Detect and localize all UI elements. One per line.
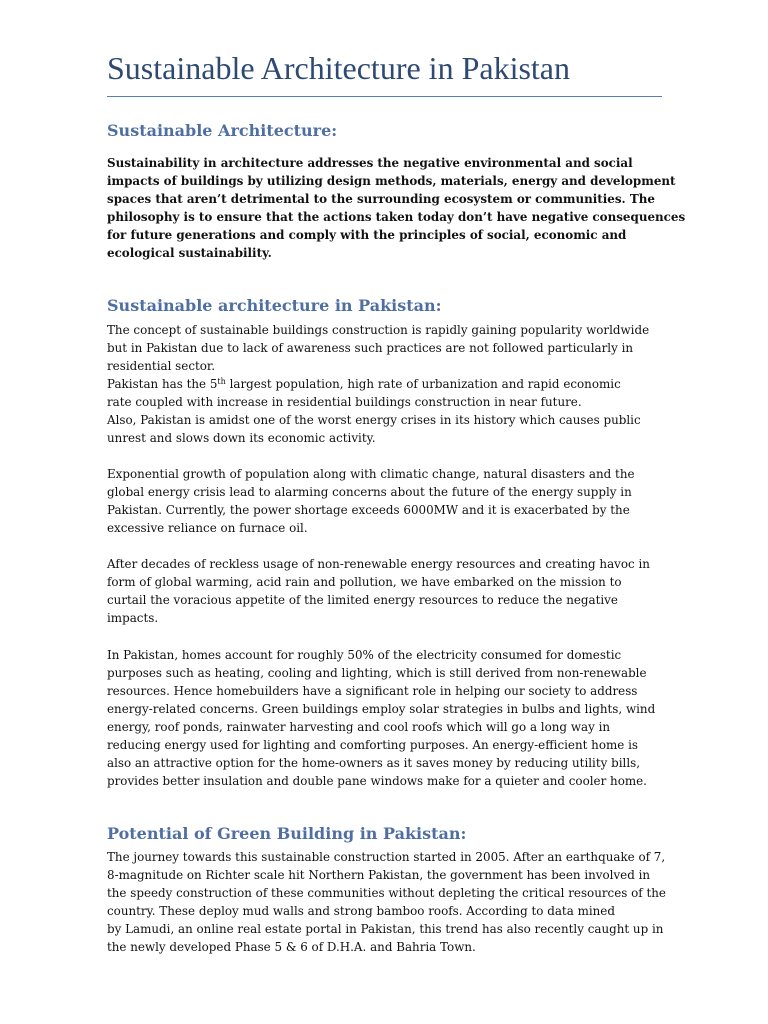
line-text: Pakistan has the 5 — [107, 377, 218, 391]
paragraph-line: Sustainability in architecture addresses the negative environmental and social — [107, 156, 633, 170]
paragraph-line: impacts of buildings by utilizing design methods, materials, energy and development — [107, 174, 676, 188]
paragraph-line: country. These deploy mud walls and strong bamboo roofs. According to data mined — [107, 904, 615, 918]
paragraph-line: unrest and slows down its economic activity. — [107, 431, 376, 445]
section-heading-sustainable-architecture-pakistan: Sustainable architecture in Pakistan: — [107, 296, 442, 315]
paragraph-line: by Lamudi, an online real estate portal in Pakistan, this trend has also recently caught up in — [107, 922, 664, 936]
section-paragraph — [107, 646, 663, 790]
paragraph-line: Exponential growth of population along with climatic change, natural disasters and the — [107, 467, 635, 481]
paragraph-line: rate coupled with increase in residential buildings construction in near future. — [107, 395, 582, 409]
ordinal-superscript: th — [217, 377, 226, 386]
paragraph-line: philosophy is to ensure that the actions taken today don’t have negative consequences — [107, 210, 686, 224]
paragraph-line: impacts. — [107, 611, 159, 625]
paragraph-line: After decades of reckless usage of non-renewable energy resources and creating havoc in — [107, 557, 650, 571]
paragraph-line: the newly developed Phase 5 & 6 of D.H.A. and Bahria Town. — [107, 940, 476, 954]
line-text: largest population, high rate of urbanization and rapid economic — [225, 377, 621, 391]
paragraph-line: but in Pakistan due to lack of awareness such practices are not followed particularly in — [107, 341, 634, 355]
section-paragraph — [107, 154, 686, 262]
section-paragraph — [107, 555, 663, 627]
section-paragraph — [107, 321, 663, 447]
section-heading-sustainable-architecture: Sustainable Architecture: — [107, 121, 338, 140]
paragraph-line: also an attractive option for the home-owners as it saves money by reducing utility bills, — [107, 756, 641, 770]
paragraph-line: residential sector. — [107, 359, 216, 373]
paragraph-line: global energy crisis lead to alarming concerns about the future of the energy supply in — [107, 485, 632, 499]
paragraph-line: The concept of sustainable buildings construction is rapidly gaining popularity worldwide — [107, 323, 650, 337]
paragraph-line: energy-related concerns. Green buildings employ solar strategies in bulbs and lights, wind — [107, 702, 656, 716]
paragraph-line: energy, roof ponds, rainwater harvesting and cool roofs which will go a long way in — [107, 720, 611, 734]
title-underline — [107, 96, 662, 97]
paragraph-line: for future generations and comply with the principles of social, economic and — [107, 228, 627, 242]
paragraph-line: The journey towards this sustainable construction started in 2005. After an earthquake of 7, — [107, 850, 666, 864]
paragraph-line: In Pakistan, homes account for roughly 50% of the electricity consumed for domestic — [107, 648, 622, 662]
paragraph-line — [107, 375, 663, 393]
paragraph-line: the speedy construction of these communities without depleting the critical resources of the — [107, 886, 666, 900]
paragraph-line: Pakistan. Currently, the power shortage exceeds 6000MW and it is exacerbated by the — [107, 503, 630, 517]
paragraph-line: excessive reliance on furnace oil. — [107, 521, 308, 535]
paragraph-line: ecological sustainability. — [107, 246, 272, 260]
paragraph-line: Also, Pakistan is amidst one of the worst energy crises in its history which causes public — [107, 413, 641, 427]
paragraph-line: curtail the voracious appetite of the limited energy resources to reduce the negative — [107, 593, 618, 607]
paragraph-line: reducing energy used for lighting and comforting purposes. An energy-efficient home is — [107, 738, 638, 752]
paragraph-line: form of global warming, acid rain and pollution, we have embarked on the mission to — [107, 575, 622, 589]
document-title: Sustainable Architecture in Pakistan — [107, 50, 570, 86]
section-paragraph — [107, 848, 666, 956]
paragraph-line: purposes such as heating, cooling and lighting, which is still derived from non-renewable — [107, 666, 647, 680]
section-heading-potential-green-building: Potential of Green Building in Pakistan: — [107, 824, 467, 843]
paragraph-line: 8-magnitude on Richter scale hit Northern Pakistan, the government has been involved in — [107, 868, 651, 882]
paragraph-line: spaces that aren’t detrimental to the surrounding ecosystem or communities. The — [107, 192, 655, 206]
section-paragraph — [107, 465, 663, 537]
paragraph-line: provides better insulation and double pane windows make for a quieter and cooler home. — [107, 774, 647, 788]
paragraph-line: resources. Hence homebuilders have a significant role in helping our society to address — [107, 684, 638, 698]
